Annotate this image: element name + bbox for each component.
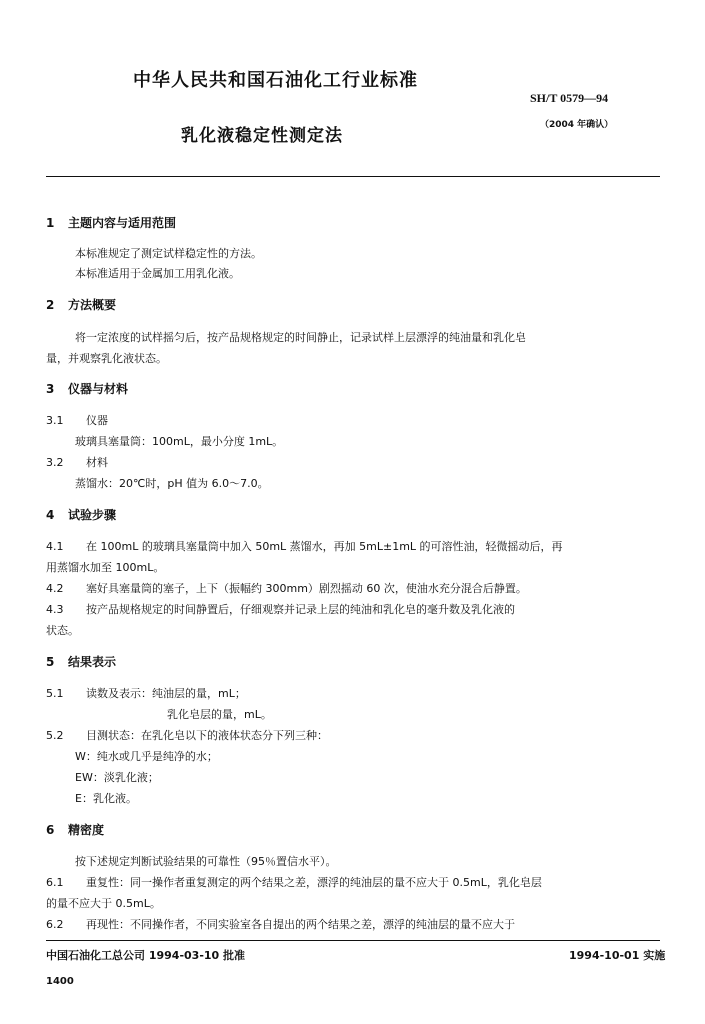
section-1-heading: [46, 214, 176, 231]
clause-6-1: [46, 874, 542, 890]
clause-number: 4.2: [46, 582, 64, 595]
clause-4-2: [46, 580, 527, 596]
section-3-heading: [46, 380, 128, 397]
standard-code: SH/T 0579—94: [530, 91, 609, 105]
section-6-heading: [46, 821, 104, 838]
section-number: 2: [46, 298, 55, 312]
paragraph: 玻璃具塞量筒：100mL，最小分度 1mL。: [75, 435, 284, 448]
state-item-e: E：乳化液。: [75, 792, 137, 805]
clause-text: 再现性：不同操作者，不同实验室各自提出的两个结果之差，漂浮的纯油层的量不应大于: [86, 918, 515, 931]
paragraph-line: 将一定浓度的试样摇匀后，按产品规格规定的时间静止，记录试样上层漂浮的纯油量和乳化皂: [75, 331, 526, 344]
paragraph: 按下述规定判断试验结果的可靠性（95％置信水平）。: [75, 855, 337, 868]
page-number: 1400: [46, 976, 74, 987]
clause-4-1: [46, 538, 563, 554]
clause-title: 仪器: [86, 414, 108, 427]
issuer-approval: 中国石油化工总公司 1994-03-10 批准: [46, 949, 246, 962]
section-heading-text: 结果表示: [68, 655, 117, 669]
section-number: 5: [46, 655, 55, 669]
clause-text: 读数及表示：纯油层的量，mL；: [86, 687, 246, 700]
paragraph: 本标准规定了测定试样稳定性的方法。: [75, 247, 262, 260]
clause-text: 目测状态：在乳化皂以下的液体状态分下列三种：: [86, 729, 328, 742]
footer-divider: [46, 940, 660, 941]
paragraph-line: 乳化皂层的量，mL。: [167, 708, 272, 721]
section-heading-text: 方法概要: [68, 298, 117, 312]
section-number: 6: [46, 823, 55, 837]
paragraph-line: 的量不应大于 0.5mL。: [46, 897, 161, 910]
paragraph-line: 状态。: [46, 624, 79, 637]
clause-text: 塞好具塞量筒的塞子，上下（振幅约 300mm）剧烈摇动 60 次，使油水充分混合后静置。: [86, 582, 527, 595]
section-number: 3: [46, 382, 55, 396]
paragraph: 本标准适用于金属加工用乳化液。: [75, 267, 240, 280]
section-5-heading: [46, 653, 116, 670]
section-heading-text: 主题内容与适用范围: [68, 216, 177, 230]
section-heading-text: 精密度: [68, 823, 105, 837]
header-divider: [46, 176, 660, 177]
clause-number: 4.3: [46, 603, 64, 616]
clause-text: 在 100mL 的玻璃具塞量筒中加入 50mL 蒸馏水，再加 5mL±1mL 的可溶性油，轻微摇动后，再: [86, 540, 563, 553]
clause-3-2: [46, 454, 108, 470]
state-item-ew: EW：淡乳化液；: [75, 771, 159, 784]
clause-number: 5.1: [46, 687, 64, 700]
clause-text: 重复性：同一操作者重复测定的两个结果之差，漂浮的纯油层的量不应大于 0.5mL，乳化皂层: [86, 876, 542, 889]
clause-text: 按产品规格规定的时间静置后，仔细观察并记录上层的纯油和乳化皂的毫升数及乳化液的: [86, 603, 515, 616]
document-title: 乳化液稳定性测定法: [181, 126, 343, 146]
paragraph: 蒸馏水：20℃时，pH 值为 6.0～7.0。: [75, 477, 269, 490]
section-heading-text: 仪器与材料: [68, 382, 129, 396]
section-2-heading: [46, 296, 116, 313]
standard-category-title: 中华人民共和国石油化工行业标准: [133, 70, 418, 91]
effective-date: 1994-10-01 实施: [569, 949, 666, 962]
clause-number: 3.2: [46, 456, 64, 469]
confirmation-note: （2004 年确认）: [540, 120, 614, 130]
clause-4-3: [46, 601, 515, 617]
section-number: 4: [46, 508, 55, 522]
clause-number: 6.1: [46, 876, 64, 889]
clause-number: 6.2: [46, 918, 64, 931]
paragraph-line: 用蒸馏水加至 100mL。: [46, 561, 165, 574]
clause-6-2: [46, 916, 515, 932]
paragraph-line: 量，并观察乳化液状态。: [46, 352, 167, 365]
clause-3-1: [46, 412, 108, 428]
section-4-heading: [46, 506, 116, 523]
section-heading-text: 试验步骤: [68, 508, 117, 522]
clause-number: 5.2: [46, 729, 64, 742]
clause-number: 3.1: [46, 414, 64, 427]
clause-number: 4.1: [46, 540, 64, 553]
clause-title: 材料: [86, 456, 108, 469]
section-number: 1: [46, 216, 55, 230]
clause-5-2: [46, 727, 328, 743]
state-item-w: W：纯水或几乎是纯净的水；: [75, 750, 218, 763]
clause-5-1: [46, 685, 246, 701]
